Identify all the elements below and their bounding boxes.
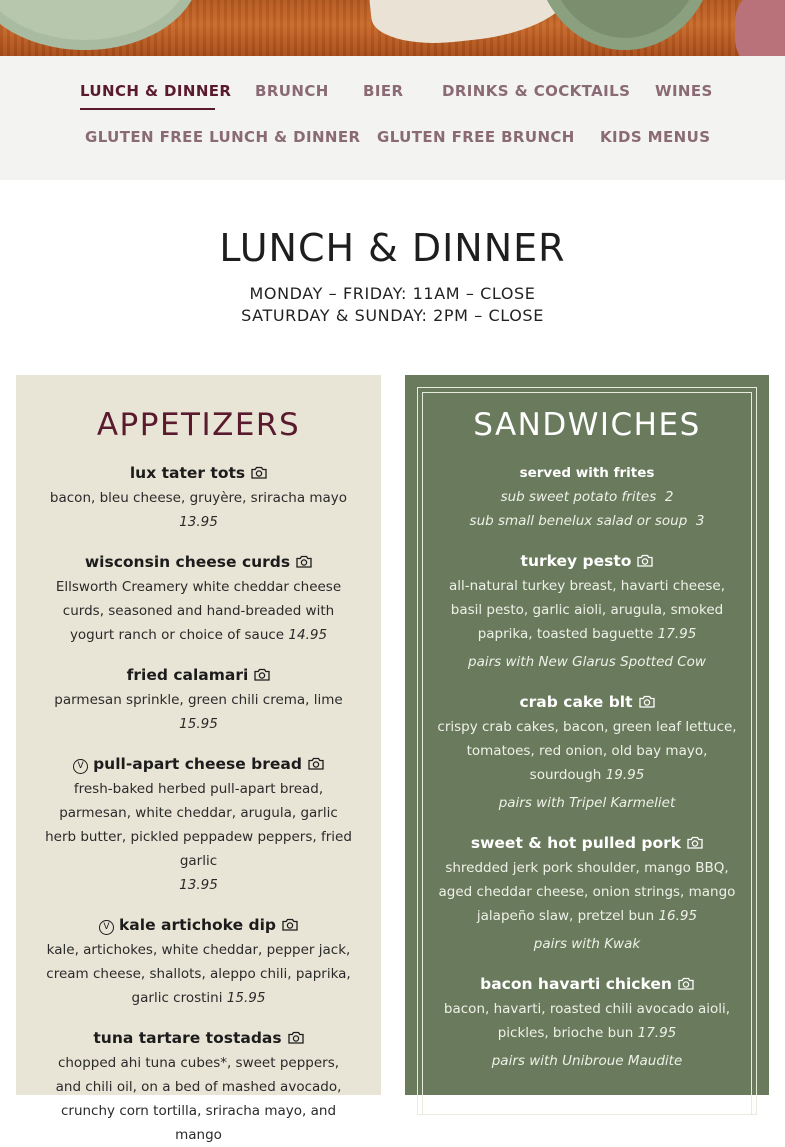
item-price: 14.95 bbox=[288, 627, 328, 643]
camera-icon[interactable] bbox=[288, 1027, 304, 1051]
tab-drinks-cocktails[interactable]: DRINKS & COCKTAILS bbox=[442, 82, 631, 100]
item-name: sweet & hot pulled pork bbox=[470, 834, 682, 852]
item-description: fresh-baked herbed pull-apart bread, parmesan, white cheddar, arugula, garlic herb butter, pickled peppadew peppers, fried garlic bbox=[45, 781, 352, 869]
item-name: crab cake blt bbox=[519, 693, 633, 711]
item-description: shredded jerk pork shoulder, mango BBQ, aged cheddar cheese, onion strings, mango jalapeño slaw, pretzel bun bbox=[438, 860, 736, 924]
vegetarian-icon: V bbox=[99, 920, 114, 935]
frites-sub-option: sub sweet potato frites bbox=[500, 489, 657, 505]
frites-note bbox=[405, 461, 769, 533]
menu-item bbox=[16, 663, 381, 736]
appetizers-panel bbox=[16, 375, 381, 1143]
item-name: lux tater tots bbox=[129, 464, 246, 482]
appetizers-title: APPETIZERS bbox=[96, 407, 301, 443]
item-description: bacon, bleu cheese, gruyère, sriracha mayo bbox=[49, 490, 348, 506]
item-price: 15.95 bbox=[226, 990, 266, 1006]
camera-icon[interactable] bbox=[678, 973, 694, 997]
item-price: 19.95 bbox=[605, 767, 645, 783]
tab-bier[interactable]: BIER bbox=[363, 82, 404, 100]
sandwiches-title: SANDWICHES bbox=[473, 407, 701, 443]
menu-item bbox=[405, 972, 769, 1073]
item-name: pull-apart cheese bread bbox=[93, 755, 302, 773]
hours-weekday: MONDAY – FRIDAY: 11AM – CLOSE bbox=[249, 284, 536, 303]
item-price: 16.95 bbox=[658, 908, 698, 924]
frites-sub-option: sub small benelux salad or soup bbox=[469, 513, 688, 529]
item-description: bacon, havarti, roasted chili avocado aioli, pickles, brioche bun bbox=[443, 1001, 731, 1041]
beer-pairing: pairs with New Glarus Spotted Cow bbox=[468, 654, 706, 670]
menu-item bbox=[16, 752, 381, 897]
camera-icon[interactable] bbox=[296, 551, 312, 575]
item-name: tuna tartare tostadas bbox=[93, 1029, 282, 1047]
menu-item bbox=[16, 1026, 381, 1147]
page-title: LUNCH & DINNER bbox=[219, 226, 566, 270]
item-name: turkey pesto bbox=[520, 552, 632, 570]
tab-kids-menus[interactable]: KIDS MENUS bbox=[600, 128, 711, 146]
menu-item bbox=[405, 831, 769, 956]
tab-gluten-free-brunch[interactable]: GLUTEN FREE BRUNCH bbox=[377, 128, 575, 146]
item-description: all-natural turkey breast, havarti cheese, basil pesto, garlic aioli, arugula, smoked paprika, toasted baguette bbox=[448, 578, 726, 642]
beer-pairing: pairs with Tripel Karmeliet bbox=[498, 795, 676, 811]
item-description: crispy crab cakes, bacon, green leaf lettuce, tomatoes, red onion, old bay mayo, sourdough bbox=[437, 719, 737, 783]
menu-item bbox=[16, 913, 381, 1010]
hero-image bbox=[0, 0, 785, 56]
item-description: chopped ahi tuna cubes*, sweet peppers, and chili oil, on a bed of mashed avocado, crunchy corn tortilla, sriracha mayo, and mango bbox=[55, 1055, 342, 1143]
menu-item bbox=[16, 550, 381, 647]
camera-icon[interactable] bbox=[308, 753, 324, 777]
beer-pairing: pairs with Kwak bbox=[533, 936, 641, 952]
item-name: kale artichoke dip bbox=[119, 916, 276, 934]
item-description: Ellsworth Creamery white cheddar cheese curds, seasoned and hand-breaded with yogurt ranch or choice of sauce bbox=[55, 579, 342, 643]
vegetarian-icon: V bbox=[73, 759, 88, 774]
menu-item bbox=[16, 461, 381, 534]
frites-sub-price: 2 bbox=[664, 489, 674, 505]
item-name: wisconsin cheese curds bbox=[84, 553, 291, 571]
item-description: parmesan sprinkle, green chili crema, lime bbox=[54, 692, 343, 708]
item-price: 17.95 bbox=[657, 626, 697, 642]
menu-item bbox=[405, 549, 769, 674]
tab-lunch-dinner[interactable]: LUNCH & DINNER bbox=[80, 82, 232, 100]
item-description: kale, artichokes, white cheddar, pepper jack, cream cheese, shallots, aleppo chili, paprika, garlic crostini bbox=[46, 942, 351, 1006]
frites-sub-price: 3 bbox=[695, 513, 705, 529]
camera-icon[interactable] bbox=[251, 462, 267, 486]
frites-heading: served with frites bbox=[519, 465, 655, 481]
hours-weekend: SATURDAY & SUNDAY: 2PM – CLOSE bbox=[241, 306, 544, 325]
menu-item bbox=[405, 690, 769, 815]
item-name: bacon havarti chicken bbox=[480, 975, 672, 993]
sandwiches-panel bbox=[405, 375, 769, 1095]
camera-icon[interactable] bbox=[282, 914, 298, 938]
camera-icon[interactable] bbox=[254, 664, 270, 688]
tab-brunch[interactable]: BRUNCH bbox=[255, 82, 329, 100]
item-price: 17.95 bbox=[637, 1025, 677, 1041]
camera-icon[interactable] bbox=[687, 832, 703, 856]
item-name: fried calamari bbox=[126, 666, 249, 684]
beer-pairing: pairs with Unibroue Maudite bbox=[491, 1053, 683, 1069]
camera-icon[interactable] bbox=[637, 550, 653, 574]
item-price: 13.95 bbox=[179, 877, 218, 893]
camera-icon[interactable] bbox=[639, 691, 655, 715]
item-price: 13.95 bbox=[179, 514, 218, 530]
tab-wines[interactable]: WINES bbox=[655, 82, 713, 100]
item-price: 15.95 bbox=[179, 716, 218, 732]
tab-gluten-free-lunch-dinner[interactable]: GLUTEN FREE LUNCH & DINNER bbox=[85, 128, 361, 146]
menu-nav bbox=[0, 56, 785, 180]
active-tab-underline bbox=[80, 108, 215, 110]
